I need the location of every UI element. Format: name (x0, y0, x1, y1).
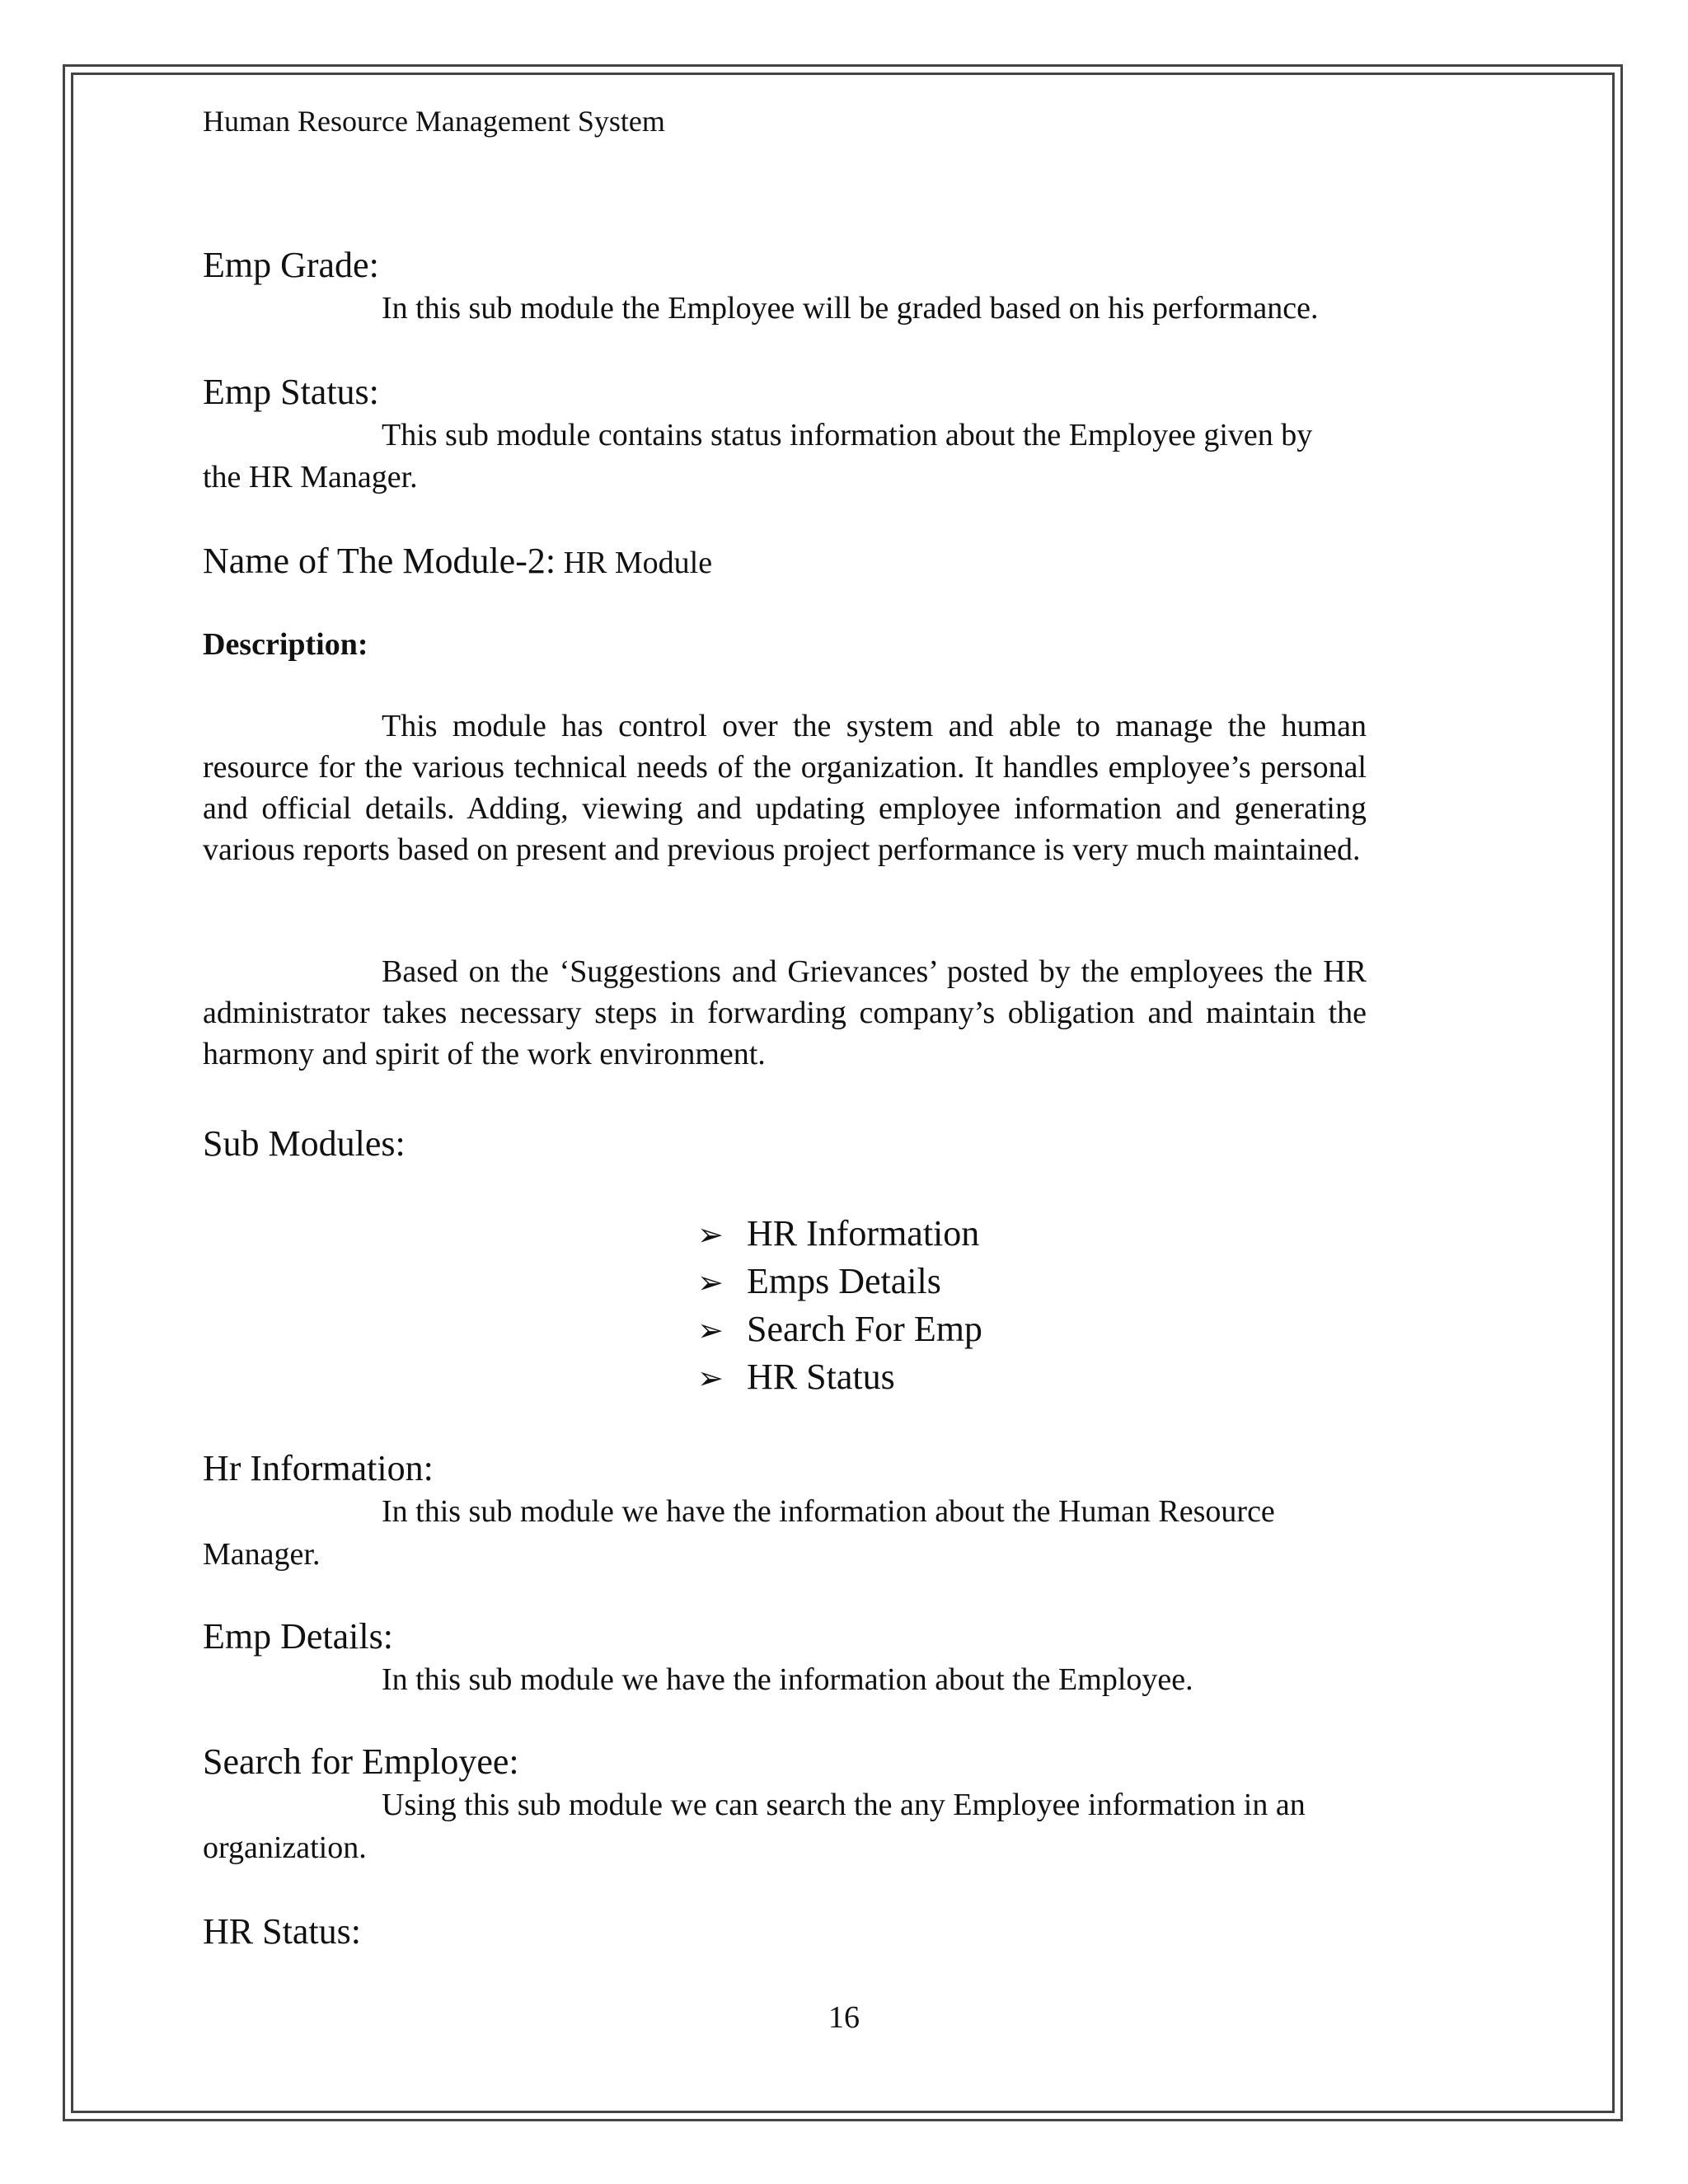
arrow-bullet-icon: ➢ (697, 1360, 724, 1396)
list-item (697, 1258, 982, 1305)
module2-label: Name of The Module-2: (203, 541, 556, 581)
list-item (697, 1305, 982, 1353)
description-paragraph-2 (203, 951, 1367, 1075)
search-employee-text-line2: organization. (203, 1830, 367, 1865)
list-item (697, 1210, 982, 1258)
emp-status-heading: Emp Status: (203, 372, 379, 412)
list-item-label: HR Information (747, 1213, 980, 1254)
emp-status-text-line1: This sub module contains status information about the Employee given by (382, 418, 1313, 452)
module2-title (203, 540, 712, 582)
description-heading: Description: (203, 627, 368, 662)
arrow-bullet-icon: ➢ (697, 1264, 724, 1301)
emp-status-text-line2: the HR Manager. (203, 460, 418, 494)
hr-information-heading: Hr Information: (203, 1448, 434, 1488)
search-employee-text-line1: Using this sub module we can search the any Employee information in an (382, 1788, 1306, 1822)
list-item (697, 1353, 982, 1401)
emp-details-text: In this sub module we have the information about the Employee. (382, 1662, 1193, 1697)
list-item-label: Emps Details (747, 1261, 941, 1301)
emp-details-heading: Emp Details: (203, 1616, 393, 1657)
list-item-label: Search For Emp (747, 1309, 982, 1349)
hr-status-heading: HR Status: (203, 1911, 361, 1952)
running-header: Human Resource Management System (203, 105, 665, 138)
arrow-bullet-icon: ➢ (697, 1312, 724, 1348)
hr-information-text-line2: Manager. (203, 1537, 321, 1572)
search-employee-heading: Search for Employee: (203, 1741, 519, 1782)
arrow-bullet-icon: ➢ (697, 1216, 724, 1253)
description-paragraph-1 (203, 705, 1367, 870)
emp-grade-heading: Emp Grade: (203, 245, 379, 285)
sub-modules-heading: Sub Modules: (203, 1123, 406, 1164)
page-number: 16 (828, 2000, 860, 2035)
list-item-label: HR Status (747, 1357, 895, 1397)
description-paragraph-2-text: Based on the ‘Suggestions and Grievances’ posted by the employees the HR administrator takes necessary steps in forwarding company’s obligation and maintain the harmony and spirit of the work environment. (203, 954, 1367, 1071)
module2-name: HR Module (556, 546, 713, 580)
description-paragraph-1-text: This module has control over the system and able to manage the human resource for the various technical needs of the organization. It handles employee’s personal and official details. Adding, viewing and updating employee information and generating various reports based on present and previous project performance is very much maintained. (203, 709, 1367, 867)
emp-grade-text: In this sub module the Employee will be graded based on his performance. (382, 291, 1319, 326)
hr-information-text-line1: In this sub module we have the information about the Human Resource (382, 1494, 1275, 1529)
sub-modules-list (697, 1210, 982, 1401)
